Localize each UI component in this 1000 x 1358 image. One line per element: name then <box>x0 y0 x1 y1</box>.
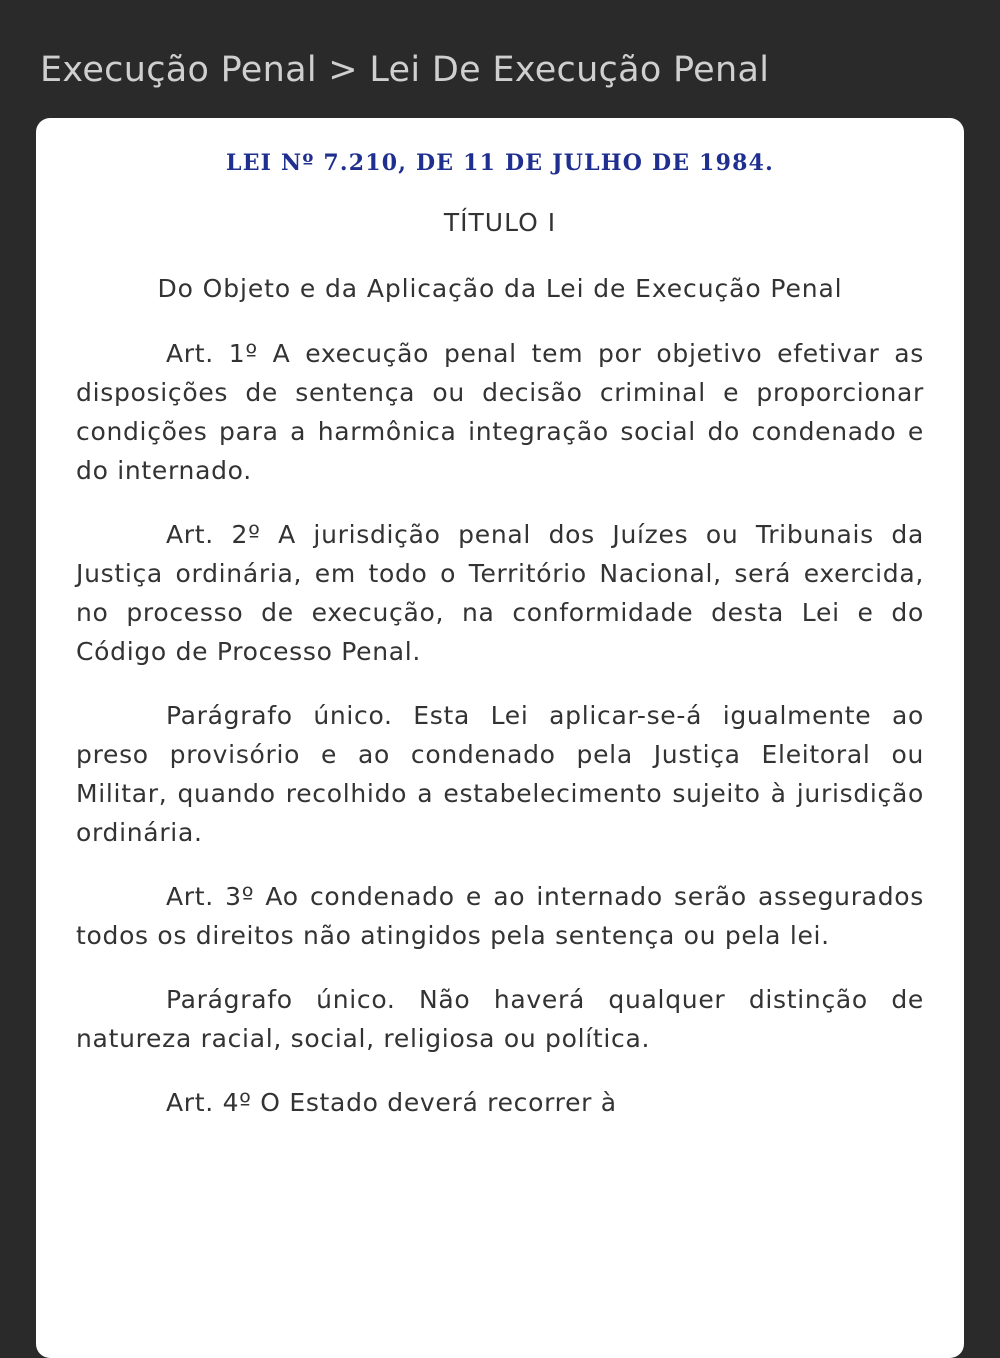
breadcrumb-title: Execução Penal > Lei De Execução Penal <box>40 50 770 90</box>
section-heading: TÍTULO I <box>443 208 557 237</box>
article-3-sole-paragraph: Parágrafo único. Não haverá qualquer distinção de natureza racial, social, religiosa ou política. <box>76 985 924 1053</box>
article-4-partial: Art. 4º O Estado deverá recorrer à <box>166 1088 617 1117</box>
document-card[interactable] <box>36 118 964 1358</box>
section-subtitle: Do Objeto e da Aplicação da Lei de Execução Penal <box>157 274 843 303</box>
article-1: Art. 1º A execução penal tem por objetivo efetivar as disposições de sentença ou decisão criminal e proporcionar condições para a harmônica integração social do condenado e do internado. <box>76 339 924 485</box>
article-2: Art. 2º A jurisdição penal dos Juízes ou Tribunais da Justiça ordinária, em todo o Território Nacional, será exercida, no processo de execução, na conformidade desta Lei e do Código de Processo Penal. <box>76 520 924 666</box>
article-3: Art. 3º Ao condenado e ao internado serão assegurados todos os direitos não atingidos pela sentença ou pela lei. <box>76 882 924 950</box>
app-header <box>0 0 1000 118</box>
law-title: LEI Nº 7.210, DE 11 DE JULHO DE 1984. <box>226 150 774 176</box>
article-2-sole-paragraph: Parágrafo único. Esta Lei aplicar-se-á igualmente ao preso provisório e ao condenado pela Justiça Eleitoral ou Militar, quando recolhido a estabelecimento sujeito à jurisdição ordinária. <box>76 701 924 847</box>
